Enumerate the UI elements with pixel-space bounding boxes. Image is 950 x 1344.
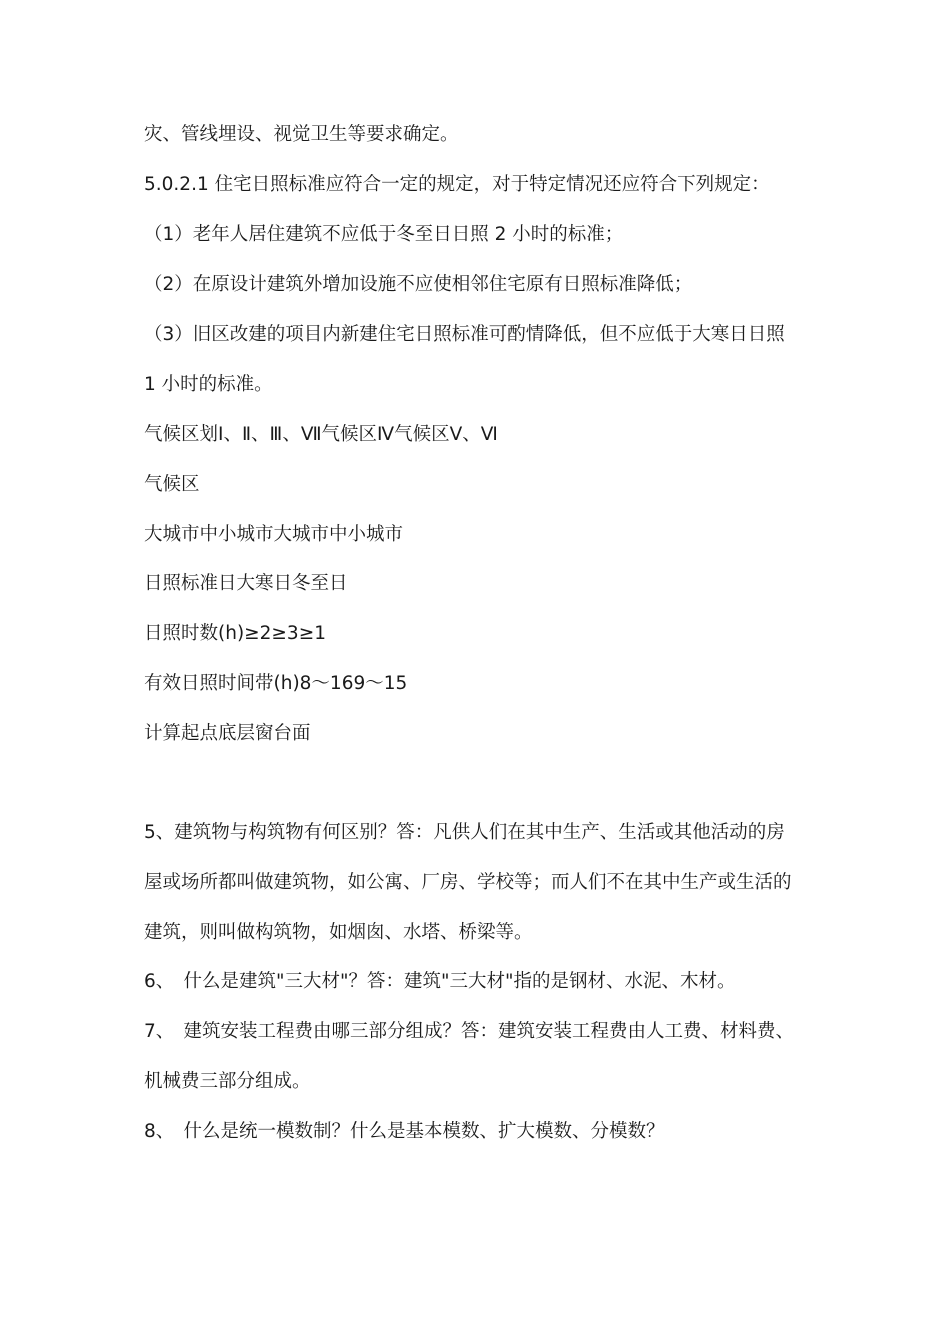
text-line: 日照时数(h)≥2≥3≥1 — [144, 623, 326, 644]
text-line: 灾、管线埋设、视觉卫生等要求确定。 — [144, 124, 459, 145]
text-line: 机械费三部分组成。 — [144, 1071, 311, 1092]
text-line: 5.0.2.1 住宅日照标准应符合一定的规定，对于特定情况还应符合下列规定： — [144, 174, 770, 195]
text-line: 大城市中小城市大城市中小城市 — [144, 524, 404, 545]
text-line: 7、 建筑安装工程费由哪三部分组成？答：建筑安装工程费由人工费、材料费、 — [144, 1021, 795, 1042]
text-line: 计算起点底层窗台面 — [144, 723, 311, 744]
text-line: （1）老年人居住建筑不应低于冬至日日照 2 小时的标准； — [144, 224, 624, 245]
text-line: 8、 什么是统一模数制？什么是基本模数、扩大模数、分模数？ — [144, 1121, 665, 1142]
text-line: 日照标准日大寒日冬至日 — [144, 573, 348, 594]
text-line: 气候区 — [144, 474, 200, 495]
text-line: 6、 什么是建筑"三大材"？答：建筑"三大材"指的是钢材、水泥、木材。 — [144, 971, 736, 992]
text-line: （2）在原设计建筑外增加设施不应使相邻住宅原有日照标准降低； — [144, 274, 693, 295]
text-line: （3）旧区改建的项目内新建住宅日照标准可酌情降低，但不应低于大寒日日照 — [144, 324, 785, 345]
text-line: 屋或场所都叫做建筑物，如公寓、厂房、学校等；而人们不在其中生产或生活的 — [144, 872, 792, 893]
text-line: 气候区划Ⅰ、Ⅱ、Ⅲ、Ⅶ气候区Ⅳ气候区Ⅴ、Ⅵ — [144, 424, 498, 445]
text-line: 5、建筑物与构筑物有何区别？答：凡供人们在其中生产、生活或其他活动的房 — [144, 822, 785, 843]
text-line: 有效日照时间带(h)8～169～15 — [144, 673, 408, 694]
text-line: 建筑，则叫做构筑物，如烟囱、水塔、桥梁等。 — [144, 922, 533, 943]
text-line: 1 小时的标准。 — [144, 374, 273, 395]
